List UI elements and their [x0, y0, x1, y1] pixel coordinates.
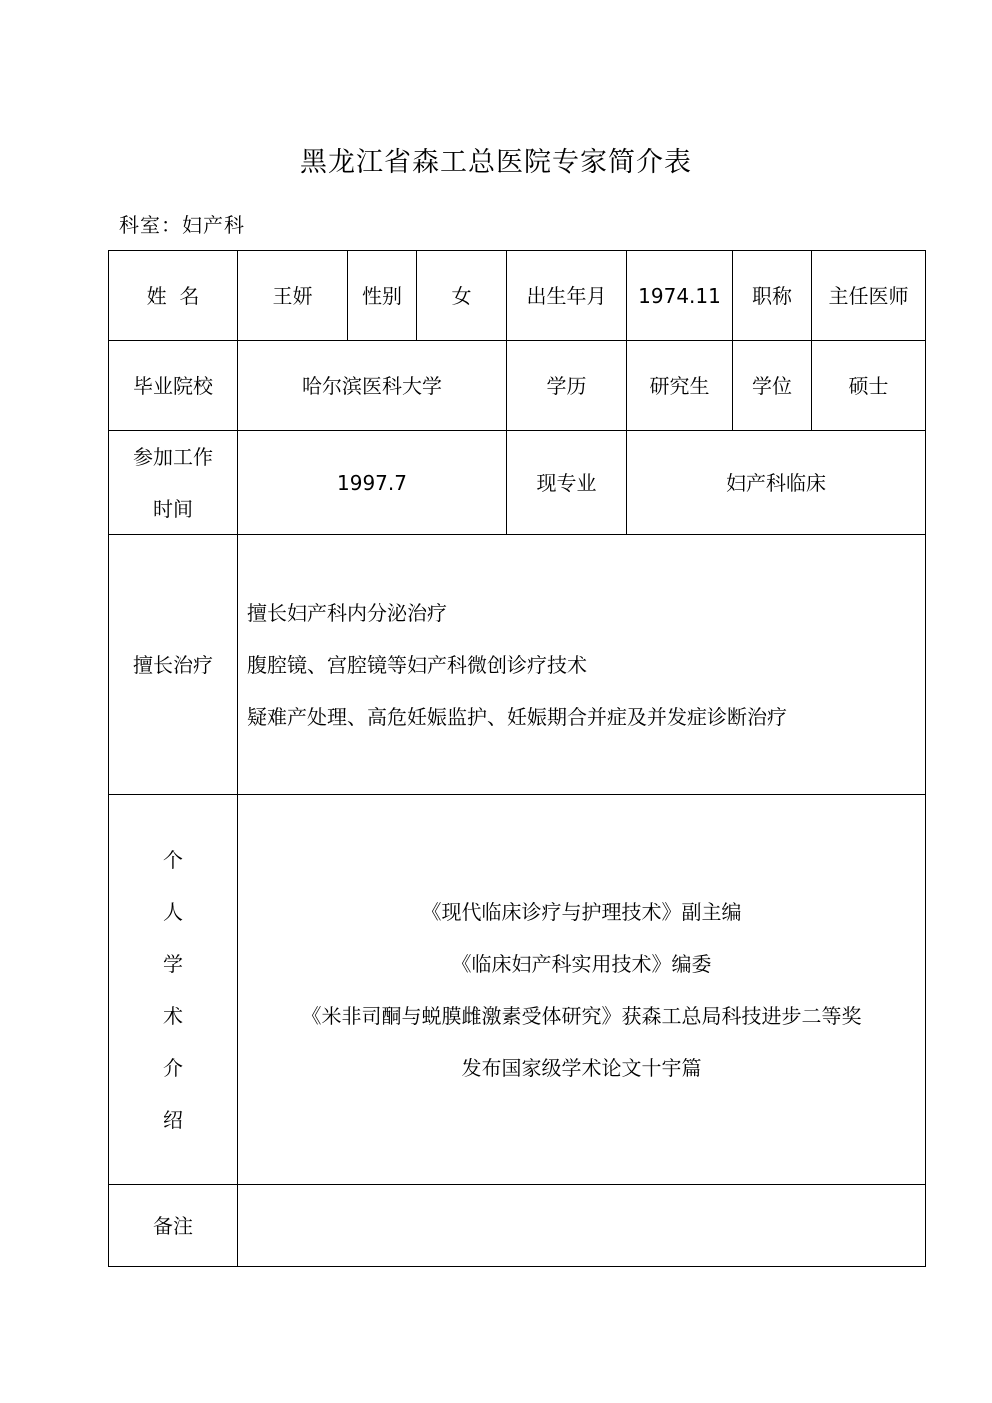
degree-label: 学位 [733, 341, 812, 431]
work-row [109, 431, 926, 535]
remarks-value [238, 1185, 926, 1267]
degree-value: 硕士 [812, 341, 926, 431]
basic-info-row [109, 251, 926, 341]
work-start-label [109, 431, 238, 535]
education-label: 学历 [507, 341, 627, 431]
academic-item: 《米非司酮与蜕膜雌激素受体研究》获森工总局科技进步二等奖 [301, 1003, 862, 1028]
expertise-content [238, 535, 926, 795]
education-value: 研究生 [627, 341, 733, 431]
gender-value: 女 [417, 251, 507, 341]
academic-label-char: 学 [163, 951, 183, 976]
expertise-label: 擅长治疗 [109, 535, 238, 795]
expertise-item: 疑难产处理、高危妊娠监护、妊娠期合并症及并发症诊断治疗 [247, 704, 787, 729]
academic-label-char: 术 [163, 1003, 183, 1028]
school-value: 哈尔滨医科大学 [238, 341, 507, 431]
page-title: 黑龙江省森工总医院专家简介表 [300, 147, 692, 178]
academic-label-char: 绍 [163, 1107, 183, 1132]
work-start-label-line2: 时间 [153, 496, 193, 521]
remarks-row [109, 1185, 926, 1267]
academic-label [109, 795, 238, 1185]
work-start-label-line1: 参加工作 [133, 444, 213, 469]
title-label: 职称 [733, 251, 812, 341]
name-value: 王妍 [238, 251, 348, 341]
education-row [109, 341, 926, 431]
specialty-value: 妇产科临床 [627, 431, 926, 535]
academic-item: 《现代临床诊疗与护理技术》副主编 [421, 899, 742, 924]
department-line: 科室：妇产科 [119, 213, 245, 237]
birth-value: 1974.11 [627, 251, 733, 341]
academic-label-char: 个 [163, 847, 183, 872]
academic-item: 《临床妇产科实用技术》编委 [451, 951, 712, 976]
academic-row [109, 795, 926, 1185]
expertise-item: 擅长妇产科内分泌治疗 [247, 600, 447, 625]
specialty-label: 现专业 [507, 431, 627, 535]
academic-content [238, 795, 926, 1185]
remarks-label: 备注 [109, 1185, 238, 1267]
name-label: 姓 名 [109, 251, 238, 341]
birth-label: 出生年月 [507, 251, 627, 341]
academic-label-char: 人 [163, 899, 183, 924]
school-label: 毕业院校 [109, 341, 238, 431]
academic-item: 发布国家级学术论文十宇篇 [461, 1055, 702, 1080]
title-value: 主任医师 [812, 251, 926, 341]
expertise-row [109, 535, 926, 795]
gender-label: 性别 [348, 251, 417, 341]
academic-label-char: 介 [163, 1055, 183, 1080]
work-start-value: 1997.7 [238, 431, 507, 535]
expertise-item: 腹腔镜、宫腔镜等妇产科微创诊疗技术 [247, 652, 587, 677]
expert-profile-table [108, 250, 926, 1267]
